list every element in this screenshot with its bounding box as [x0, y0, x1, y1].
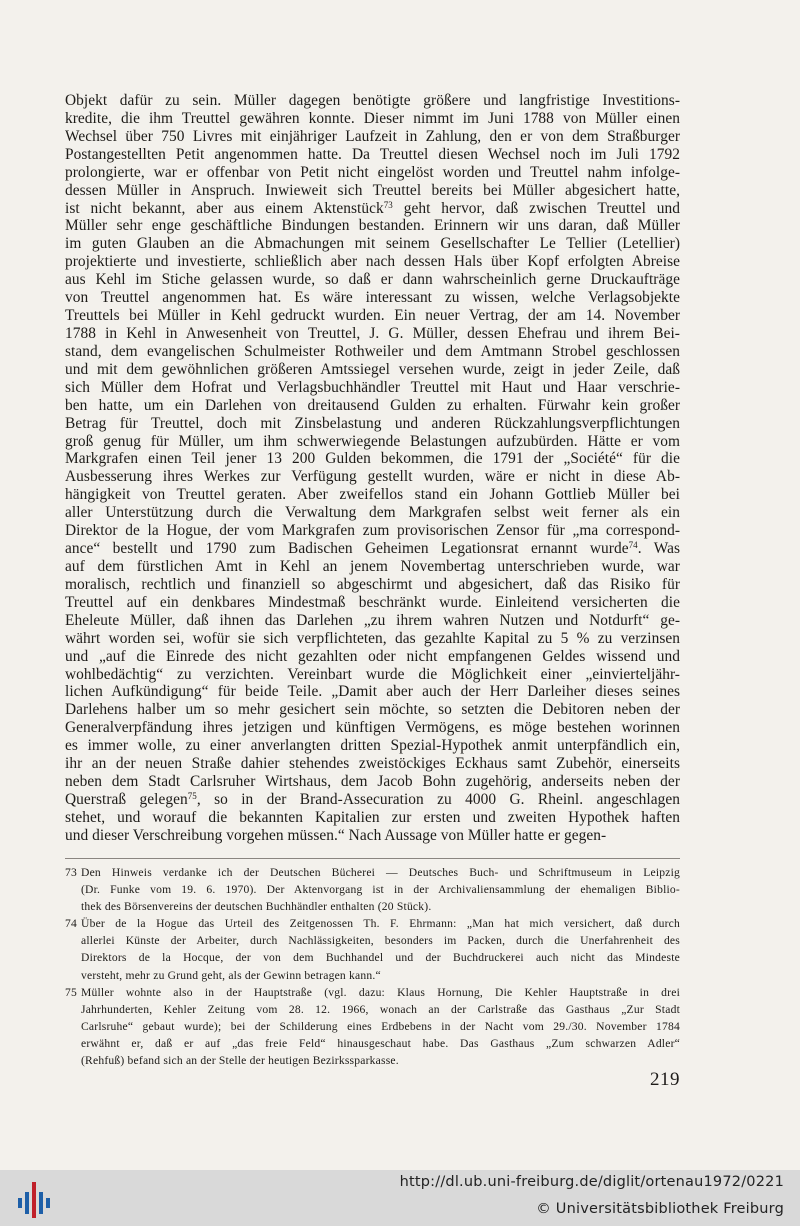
ub-freiburg-logo-icon: [14, 1178, 50, 1220]
text-line: lichen Aufkündigung“ für beide Teile. „Damit aber auch der Herr Darleiher dieses seines: [65, 683, 680, 701]
text-line: Objekt dafür zu sein. Müller dagegen benötigte größere und langfristige Investitions-: [65, 92, 680, 109]
text-segment: , so in der Brand-Assecuration zu 4000 G. Rheinl. angeschlagen: [196, 790, 680, 808]
text-line: und „auf die Einrede des nicht gezahlten oder nicht empfangenen Geldes wissend und: [65, 647, 680, 665]
text-segment: ist nicht bekannt, aber aus einem Aktenstück: [65, 199, 384, 217]
text-line: und mit dem gewöhnlichen größeren Amtssiegel versehen wurde, zeigt in jeder Zeile, daß: [65, 360, 680, 378]
text-line: neben dem Stadt Carlsruher Wirtshaus, dem Jacob Bohn zugehörig, anderseits neben der: [65, 773, 680, 791]
footnote-line: thek des Börsenvereins der deutschen Buchhändler enthalten (20 Stück).: [81, 900, 432, 914]
text-line: stand, dem evangelischen Schulmeister Rothweiler und dem Amtmann Strobel geschlossen: [65, 342, 680, 360]
footnote-line: Jahrhunderten, Kehler Zeitung vom 28. 12. 1966, wonach an der Carlstraße das Gasthaus „Zur Stadt: [81, 1002, 680, 1016]
footnote-number: 74: [65, 917, 77, 931]
footnote-line: Carlsruhe“ gebaut wurde); bei der Schilderung eines Erdbebens in der Nacht vom 29./30. November 1784: [81, 1019, 680, 1033]
footnote-75: [65, 984, 680, 1069]
text-line: Markgrafen einen Teil jener 13 200 Gulden bekommen, die 1791 der „Société“ für die: [65, 450, 680, 468]
permalink-url[interactable]: http://dl.ub.uni-freiburg.de/diglit/ortenau1972/0221: [399, 1174, 784, 1190]
text-line: im guten Glauben an die Abmachungen mit seinem Gesellschafter Le Tellier (Letellier): [65, 235, 680, 253]
footnote-ref[interactable]: 73: [383, 199, 393, 210]
text-segment: Müller wohnte also in der Hauptstraße (vgl. dazu: Klaus Hornung, Die Kehler Hauptstraße in drei: [81, 985, 680, 999]
text-line: Generalverpfändung ihres jetzigen und künftigen Vermögens, es möge bestehen worinnen: [65, 719, 680, 737]
text-line: Postangestellten Petit angenommen hatte. Da Treuttel diesen Wechsel noch im Juli 1792: [65, 145, 680, 163]
footnote-line: Direktors de la Hocque, der von dem Buchhandel und der Buchdruckerei auch nicht das Mindeste: [81, 951, 680, 965]
text-line: prolongierte, war er offenbar von Petit nicht eingelöst worden und Treuttel nahm infolge-: [65, 163, 680, 181]
footnote-73: [65, 864, 680, 915]
footnote-line: [65, 984, 680, 1001]
body-text: [65, 92, 680, 845]
text-line: Ausbesserung ihres Werkes zur Verfügung gestellt wurden, wäre er nicht in diese Ab-: [65, 468, 680, 486]
text-line: hängigkeit von Treuttel geraten. Aber zweifellos stand ein Johann Gottlieb Müller bei: [65, 486, 680, 504]
text-line: Treuttel auf ein denkbares Mindestmaß beschränkt wurde. Einleitend versicherten die: [65, 593, 680, 611]
text-line: auf dem fürstlichen Amt in Kehl an jenem Novembertag unterschrieben wurde, war: [65, 557, 680, 575]
text-line: währt worden sei, wofür sie sich verpflichteten, das gezahlte Kapital zu 5 % zu verzinsen: [65, 629, 680, 647]
footnote-line: versteht, mehr zu Grund geht, als der Gewinn betragen kann.“: [81, 968, 381, 982]
text-line: Müller sehr enge geschäftliche Bindungen bestanden. Erinnern wir uns daran, daß Müller: [65, 217, 680, 235]
text-line: dessen Müller in Anspruch. Inwieweit sich Treuttel bereits bei Müller abgesichert hatte,: [65, 181, 680, 199]
footnotes: [65, 864, 680, 1069]
text-line: aller Unterstützung durch die Verwaltung dem Markgrafen selbst weit ferner als ein: [65, 504, 680, 522]
text-segment: Querstraß gelegen: [65, 790, 188, 808]
text-line: [65, 540, 680, 558]
footnote-number: 73: [65, 866, 77, 879]
text-segment: . Was: [637, 540, 680, 558]
text-segment: ance“ bestellt und 1790 zum Badischen Geheimen Legationsrat ernannt wurde: [65, 540, 629, 558]
page-number: 219: [650, 1069, 680, 1090]
text-line: 1788 in Kehl in Anwesenheit von Treuttel, J. G. Müller, dessen Ehefrau und ihrem Bei-: [65, 324, 680, 342]
text-line: es immer wolle, zu einer anverlangten dritten Spezial-Hypothek anmit unterpfändlich ein,: [65, 737, 680, 755]
text-line: wohlbedächtig“ zu verzichten. Vereinbart wurde die Möglichkeit einer „einvierteljähr-: [65, 665, 680, 683]
text-line: [65, 200, 680, 218]
footnote-74: [65, 915, 680, 983]
text-line: von Treuttel angenommen hat. Es wäre interessant zu wissen, welche Verlagsobjekte: [65, 289, 680, 307]
footnote-divider: [65, 858, 680, 859]
text-line: Eheleute Müller, daß ihnen das Darlehen „zu ihrem wahren Nutzen und Notdurft“ ge-: [65, 611, 680, 629]
footnote-line: [65, 864, 680, 881]
text-line: Wechsel über 750 Livres mit einjähriger Laufzeit in Zahlung, den er von dem Straßburger: [65, 127, 680, 145]
footnote-ref[interactable]: 74: [628, 540, 638, 551]
footnote-line: erwähnt er, daß er auf „das freie Feld“ hinausgeschaut habe. Das Gasthaus „Zum schwarzen Adler“: [81, 1036, 680, 1050]
footnote-line: allerlei Künste der Arbeiter, durch Nachlässigkeiten, besonders im Packen, durch die Unerfahrenheit des: [81, 934, 680, 948]
text-line: Darlehens halber um so mehr gesichert sein möchte, so setzten die Debitoren neben der: [65, 701, 680, 719]
footnote-line: [65, 915, 680, 932]
footnote-line: (Rehfuß) befand sich an der Stelle der heutigen Bezirkssparkasse.: [81, 1054, 399, 1068]
text-line: groß genug für Müller, um ihm schwerwiegende Belastungen aufzubürden. Hätte er vom: [65, 432, 680, 450]
text-line: kredite, die ihm Treuttel gewähren konnte. Dieser nimmt im Juni 1788 von Müller einen: [65, 109, 680, 127]
text-line: Betrag für Treuttel, doch mit Zinsbelastung und anderen Rückzahlungsverpflichtungen: [65, 414, 680, 432]
text-line: Direktor de la Hogue, der vom Markgrafen zum provisorischen Zensor für „ma correspond-: [65, 522, 680, 540]
text-segment: Den Hinweis verdanke ich der Deutschen Bücherei — Deutsches Buch- und Schriftmuseum in Leipzig: [81, 866, 680, 879]
copyright-notice: © Universitätsbibliothek Freiburg: [536, 1201, 784, 1217]
text-line: stehet, und worauf die bekannten Kapitalien zur ersten und zweiten Hypothek haften: [65, 808, 680, 826]
text-line: aus Kehl im Stiche gelassen wurde, so daß er dann wahrscheinlich gerne Druckaufträge: [65, 271, 680, 289]
text-line: [65, 791, 680, 809]
footnote-line: (Dr. Funke vom 19. 6. 1970). Der Aktenvorgang ist in der Archivaliensammlung der ehemaligen Biblio-: [81, 883, 680, 897]
text-line: moralisch, rechtlich und finanziell so abgeschirmt und abgesichert, daß das Risiko für: [65, 575, 680, 593]
text-segment: geht hervor, daß zwischen Treuttel und: [392, 199, 680, 217]
text-line: ben hatte, um ein Darlehen von dreitausend Gulden zu erhalten. Fürwahr kein großer: [65, 396, 680, 414]
text-line: Treuttels bei Müller in Kehl gedruckt wurden. Ein neuer Vertrag, der am 14. November: [65, 307, 680, 325]
text-line: ihr an der neuen Straße dahier stehendes zweistöckiges Eckhaus samt Zubehör, einerseits: [65, 755, 680, 773]
footnote-number: 75: [65, 985, 77, 999]
footnote-ref[interactable]: 75: [187, 790, 197, 801]
text-segment: Über de la Hogue das Urteil des Zeitgenossen Th. F. Ehrmann: „Man hat mich versichert, daß durch: [81, 917, 680, 931]
text-line: und dieser Verschreibung vorgehen müssen.“ Nach Aussage von Müller hatte er gegen-: [65, 826, 607, 844]
text-line: sich Müller dem Hofrat und Verlagsbuchhändler Treuttel mit Haut und Haar verschrie-: [65, 378, 680, 396]
text-line: projektierte und investierte, schließlich aber nach dessen Hals über Kopf erfolgten Abreise: [65, 253, 680, 271]
